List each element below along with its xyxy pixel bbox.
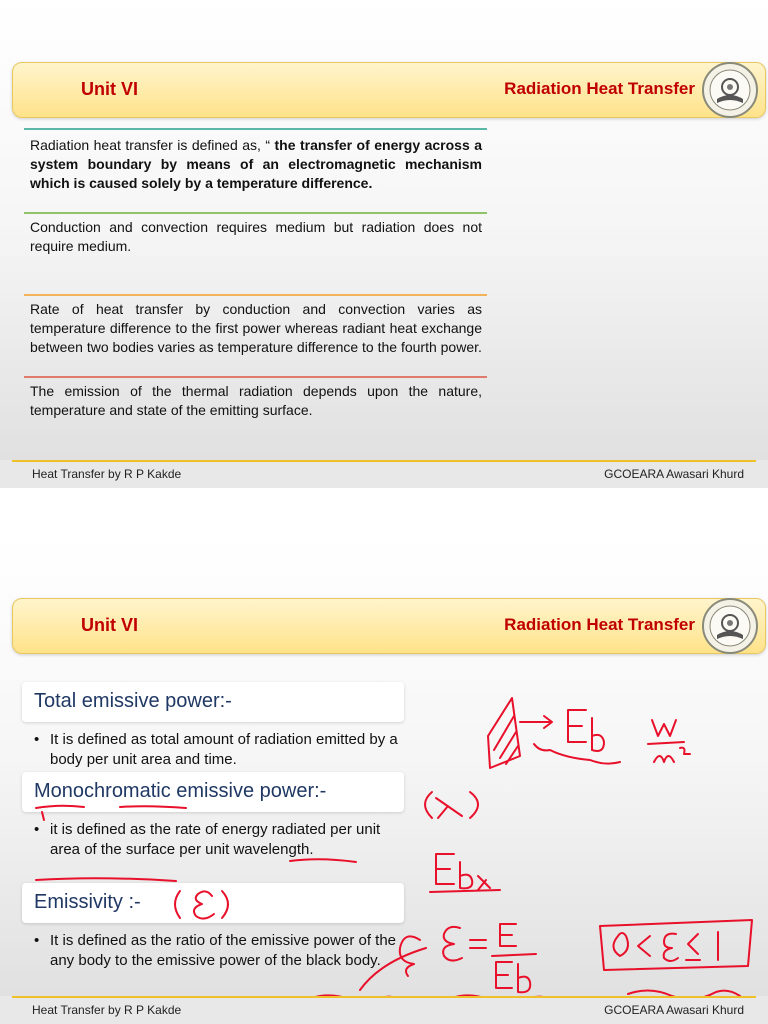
footer-divider [12, 996, 756, 998]
handwritten-annotations [0, 536, 768, 1024]
superscript-2 [680, 748, 690, 754]
slide-footer [0, 460, 768, 488]
slide-header [12, 62, 766, 118]
slide-footer [0, 996, 768, 1024]
slide-title: Radiation Heat Transfer [504, 615, 695, 634]
paren-left [175, 891, 180, 918]
epsilon-glyph [194, 891, 214, 918]
bullet-dot: • [34, 731, 40, 748]
paren-left-lambda [425, 792, 432, 818]
letter-b [592, 718, 604, 751]
fraction-bar-2 [492, 954, 536, 956]
definition-intro: Radiation heat transfer is defined as, “ [30, 137, 275, 153]
slide-1 [0, 0, 768, 488]
equals-sign [470, 940, 486, 948]
digit-zero [613, 933, 628, 956]
underline-chromatic [120, 806, 186, 808]
underline-eb-lambda [430, 890, 500, 892]
letter-E [568, 710, 586, 742]
denominator-E [496, 962, 512, 988]
footer-divider [12, 460, 756, 462]
heading-total-emissive-power: Total emissive power:- [34, 690, 232, 712]
slide-2 [0, 536, 768, 1024]
lambda-subscript [478, 876, 490, 890]
unit-label: Unit VI [81, 79, 138, 99]
bullet-text-part: per unit wavelength. [175, 841, 314, 858]
divider [24, 376, 487, 378]
paren-right [222, 891, 228, 918]
emission-arrow [520, 716, 552, 728]
divider [24, 212, 487, 214]
footer-author: Heat Transfer by R P Kakde [32, 467, 182, 481]
bullet-dot: • [34, 821, 40, 838]
fraction-bar [648, 742, 684, 744]
definition-paragraph [30, 136, 482, 193]
medium-paragraph: Conduction and convection requires medium but radiation does not require medium. [30, 219, 482, 254]
letter-E-2 [436, 854, 454, 884]
word-radiated [534, 744, 620, 764]
bullet-text-surface: surface [125, 841, 176, 858]
rate-paragraph: Rate of heat transfer by conduction and convection varies as temperature difference to the first power whereas radiant heat exchange between two bodies varies as temperature difference to the fourth power. [30, 301, 482, 355]
bullet-text: It is defined as the ratio of the emissive power of the any body to the emissive power of the black body. [50, 932, 397, 969]
divider [24, 128, 487, 130]
college-logo-icon [701, 61, 759, 119]
paren-right-lambda [470, 792, 478, 818]
arrow-transparent [360, 948, 426, 990]
footer-institute: GCOEARA Awasari Khurd [604, 467, 744, 481]
lambda-glyph [436, 798, 462, 818]
tick-mark [42, 812, 44, 820]
footer-author: Heat Transfer by R P Kakde [32, 1003, 182, 1017]
bullet-text: It is defined as total amount of radiation emitted by a body per unit area and time. [50, 731, 398, 768]
letter-b-2 [460, 862, 472, 888]
numerator-E [500, 924, 516, 946]
unit-label: Unit VI [81, 615, 138, 635]
heading-emissivity: Emissivity :- [34, 891, 141, 913]
divider [24, 294, 487, 296]
emission-paragraph: The emission of the thermal radiation depends upon the nature, temperature and state of the emitting surface. [30, 383, 482, 418]
denominator-b [518, 964, 530, 992]
epsilon-glyph-2 [443, 927, 462, 961]
definition-bold: the transfer of energy across a system boundary by means of an electromagnetic mechanism which is caused solely by a temperature difference. [30, 137, 483, 191]
range-box [600, 920, 752, 970]
underline-mono [36, 806, 84, 808]
letter-m [654, 756, 674, 762]
letter-W [652, 720, 676, 736]
slide-title: Radiation Heat Transfer [504, 79, 695, 98]
bullet-dot: • [34, 932, 40, 949]
underline-surface [290, 859, 356, 862]
footer-institute: GCOEARA Awasari Khurd [604, 1003, 744, 1017]
underline-unit-wavelength [36, 878, 176, 881]
heading-monochromatic-emissive-power: Monochromatic emissive power:- [34, 780, 327, 802]
bullet-text-part: it is defined as the rate of energy radiated per unit area of the [50, 821, 381, 858]
less-than [638, 936, 650, 956]
epsilon-glyph-3 [664, 934, 678, 961]
less-equal [686, 934, 700, 960]
hatch-lines [494, 716, 518, 764]
